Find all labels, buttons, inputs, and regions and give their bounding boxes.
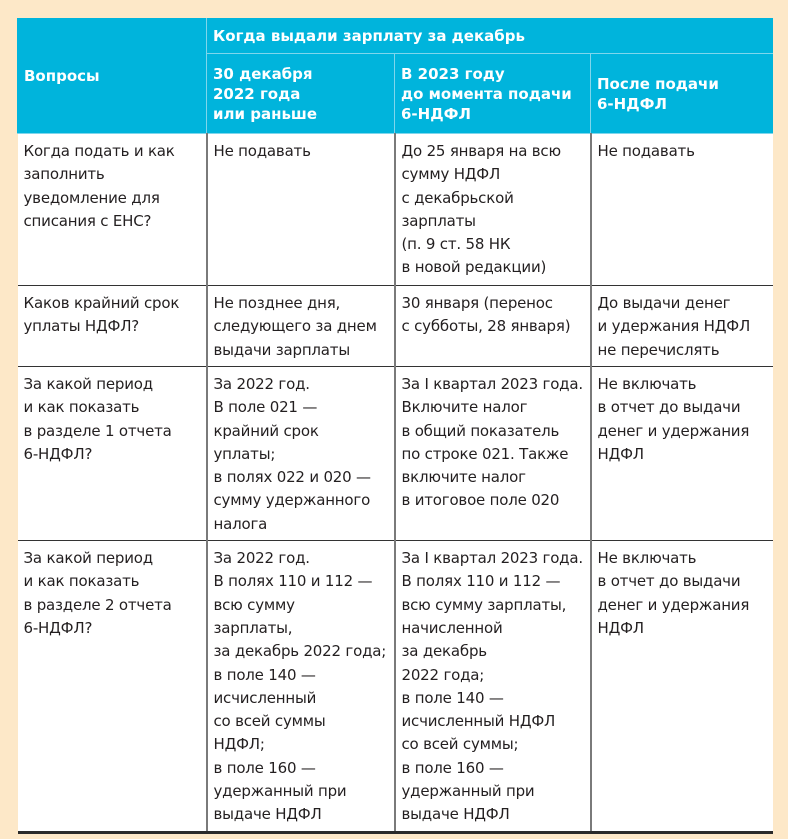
- table-body: [18, 134, 773, 833]
- question-cell: Каков крайний срок уплаты НДФЛ?: [18, 286, 207, 367]
- header-col-label: В 2023 году до момента подачи 6-НДФЛ: [401, 64, 572, 123]
- header-group-salary-paid: Когда выдали зарплату за декабрь: [207, 19, 773, 54]
- header-questions: Вопросы: [18, 19, 207, 134]
- header-col-dec30-2022: [207, 54, 395, 134]
- answer-cell: За I квартал 2023 года. Включите налог в общий показатель по строке 021. Также включите налог в итоговое поле 020: [395, 367, 591, 541]
- ndfl-comparison-table: [17, 18, 773, 834]
- header-col-after: [591, 54, 773, 134]
- answer-cell: Не подавать: [591, 134, 773, 286]
- answer-cell: Не включать в отчет до выдачи денег и удержания НДФЛ: [591, 367, 773, 541]
- answer-cell: До выдачи денег и удержания НДФЛ не перечислять: [591, 286, 773, 367]
- answer-cell: Не подавать: [207, 134, 395, 286]
- answer-cell: До 25 января на всю сумму НДФЛ с декабрьской зарплаты (п. 9 ст. 58 НК в новой редакции): [395, 134, 591, 286]
- header-col-label: 30 декабря 2022 года или раньше: [213, 64, 318, 123]
- table-row: [18, 286, 773, 367]
- question-cell: За какой период и как показать в разделе 1 отчета 6-НДФЛ?: [18, 367, 207, 541]
- table-row: [18, 367, 773, 541]
- answer-cell: Не включать в отчет до выдачи денег и удержания НДФЛ: [591, 541, 773, 833]
- header-col-label: После подачи 6-НДФЛ: [597, 74, 719, 113]
- header-col-2023-before: [395, 54, 591, 134]
- answer-cell: За 2022 год. В полях 110 и 112 — всю сумму зарплаты, за декабрь 2022 года; в поле 140 — исчисленный со всей суммы НДФЛ; в поле 160 — удержанный при выдаче НДФЛ: [207, 541, 395, 833]
- answer-cell: За I квартал 2023 года. В полях 110 и 112 — всю сумму зарплаты, начисленной за декабрь 2022 года; в поле 140 — исчисленный НДФЛ со всей суммы; в поле 160 — удержанный при выдаче НДФЛ: [395, 541, 591, 833]
- answer-cell: За 2022 год. В поле 021 — крайний срок уплаты; в полях 022 и 020 — сумму удержанного налога: [207, 367, 395, 541]
- table-row: [18, 541, 773, 833]
- answer-cell: 30 января (перенос с субботы, 28 января): [395, 286, 591, 367]
- table-header: [18, 19, 773, 134]
- answer-cell: Не позднее дня, следующего за днем выдачи зарплаты: [207, 286, 395, 367]
- question-cell: За какой период и как показать в разделе 2 отчета 6-НДФЛ?: [18, 541, 207, 833]
- table-row: [18, 134, 773, 286]
- question-cell: Когда подать и как заполнить уведомление для списания с ЕНС?: [18, 134, 207, 286]
